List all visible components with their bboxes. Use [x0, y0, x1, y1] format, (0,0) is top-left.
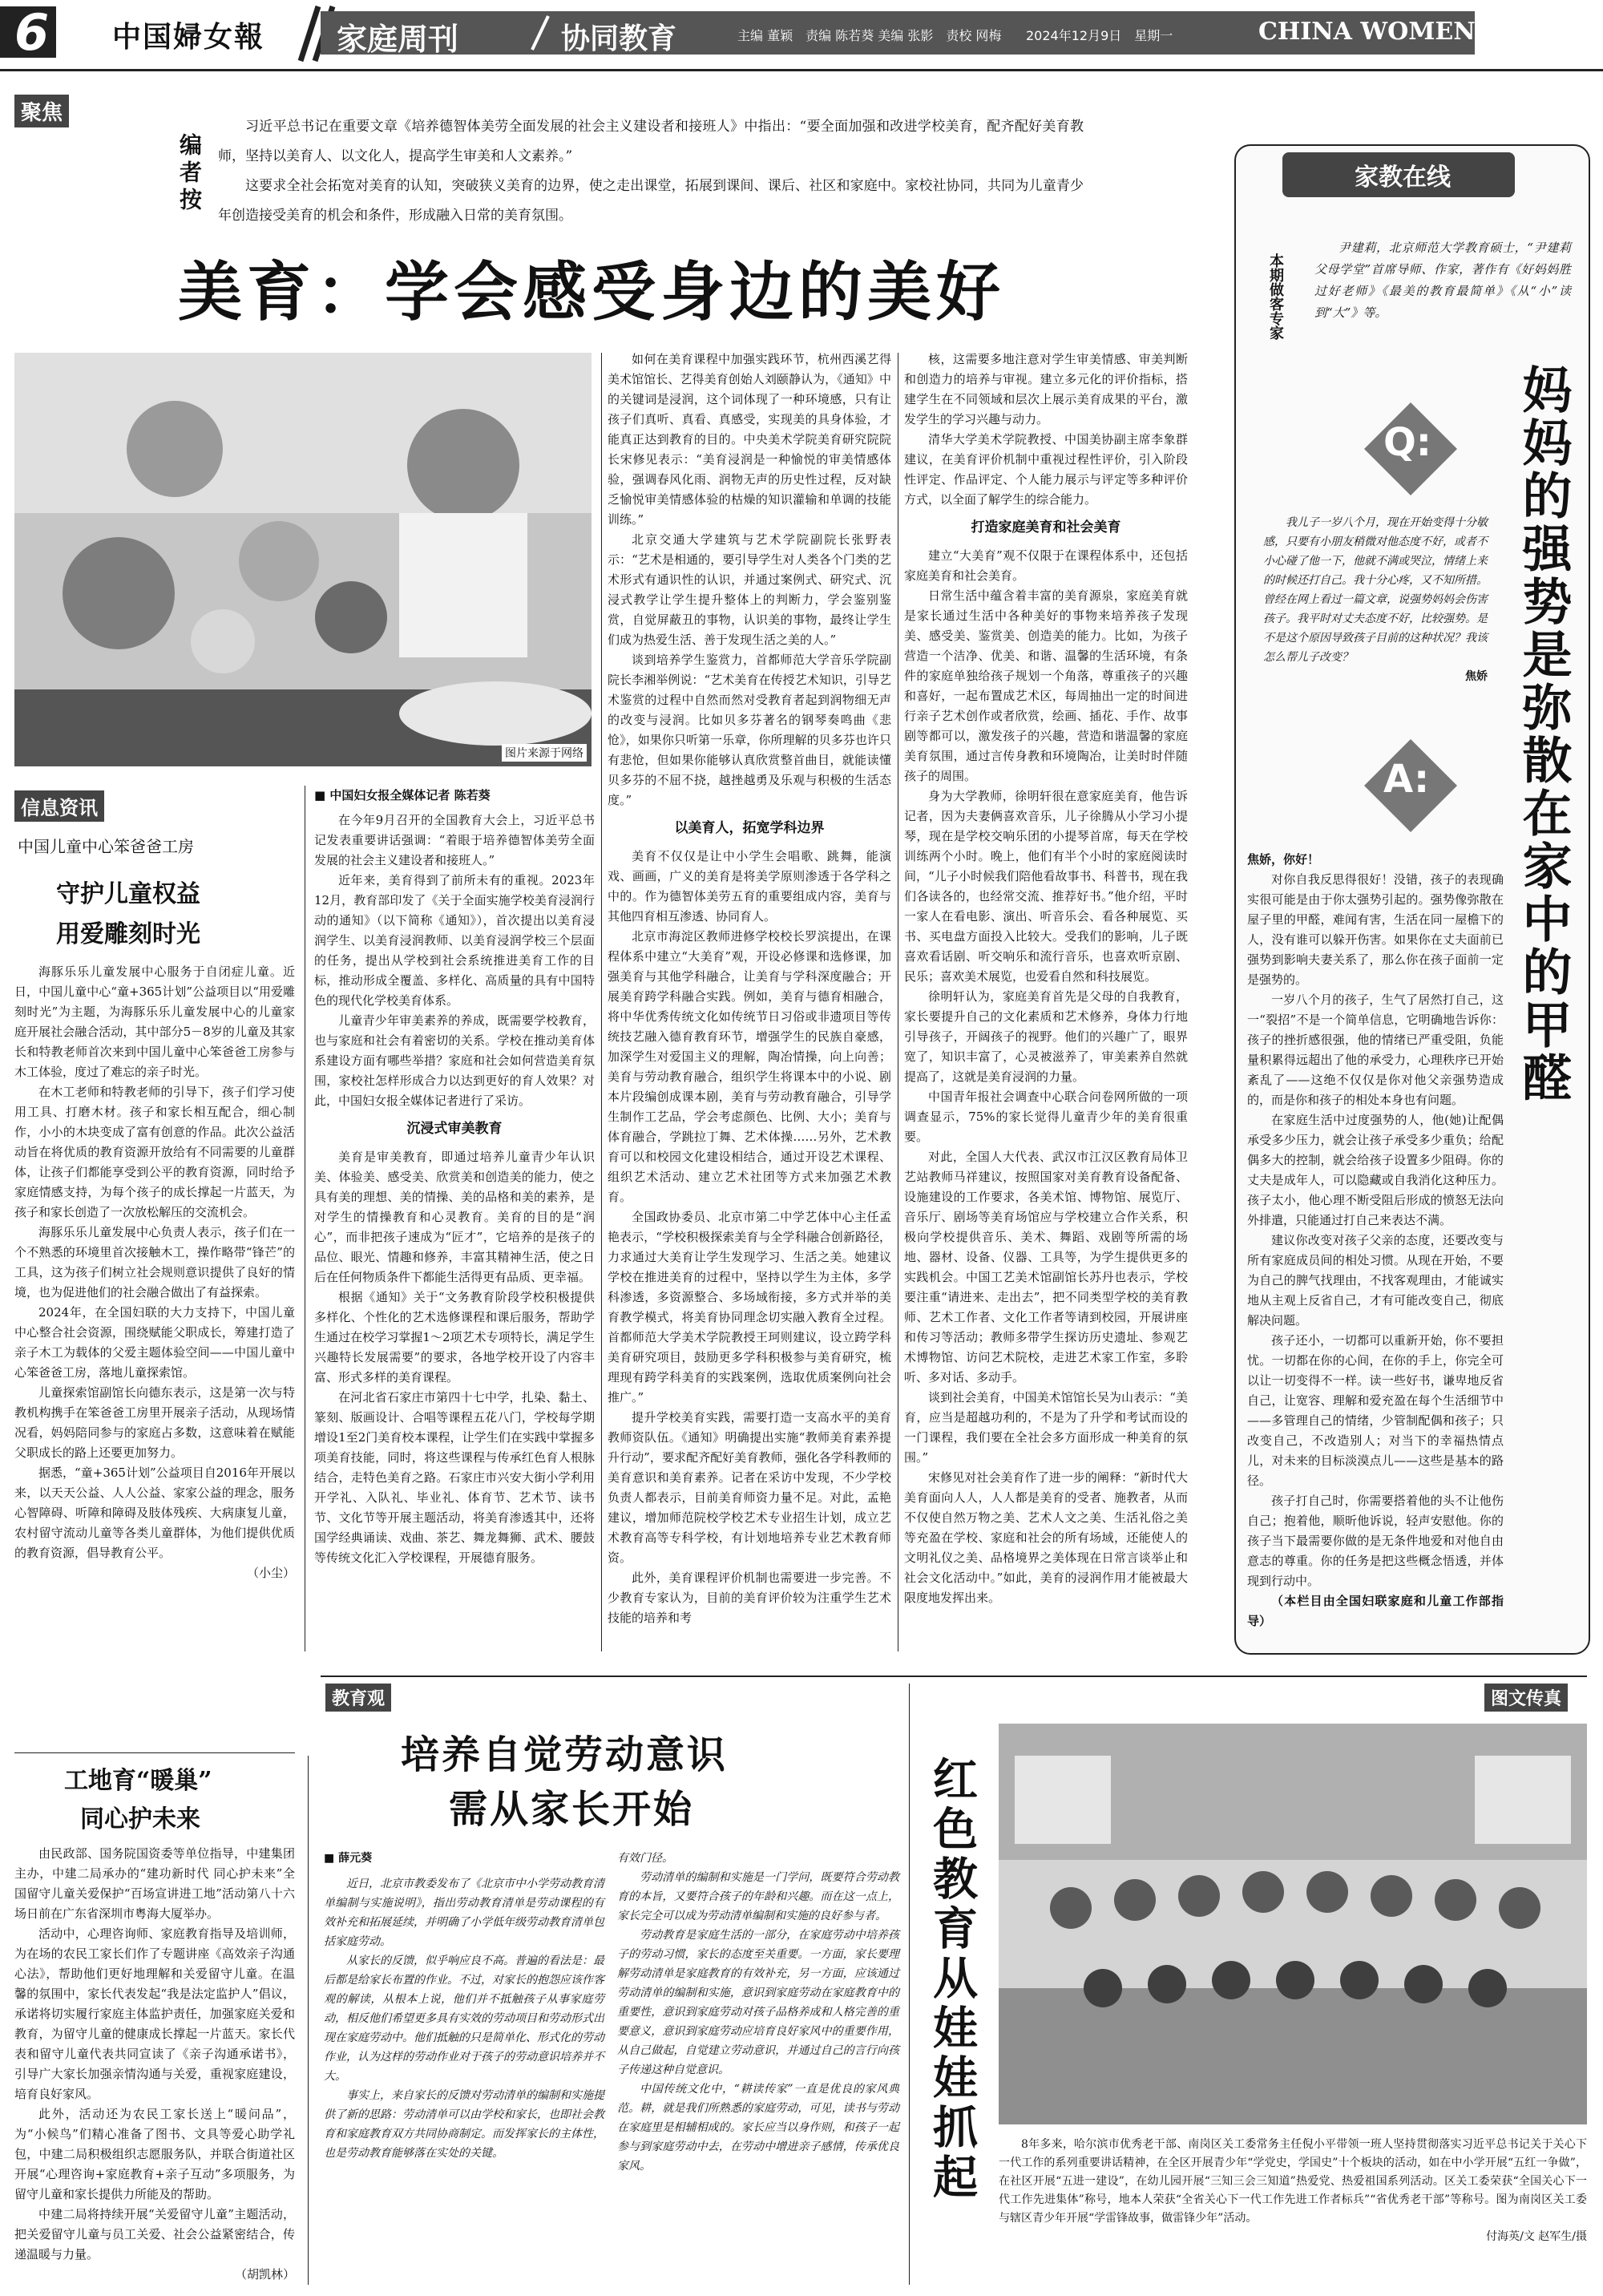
info-author: （小尘）: [246, 1566, 295, 1580]
paragraph: 海豚乐乐儿童发展中心服务于自闭症儿童。近日，中国儿童中心“童+365计划”公益项目以“用爱雕刻时光”为主题，为海豚乐乐儿童发展中心的儿童家庭开展社会融合活动，其中部分5－8岁的儿童及其家长和特教老师首次来到中国儿童中心笨爸爸工房参与木工体验，度过了难忘的亲子时光。: [14, 964, 295, 1079]
caption-text: 8年多来，哈尔滨市优秀老干部、南岗区关工委常务主任倪小平带领一班人坚持贯彻落实习近平总书记关于关心下一代工作的系列重要讲话精神，在全区开展青少年“学党史，学国史”十个板块的活动，如在中小学开展“五红一争做”，在社区开展“五进一建设”，在幼儿园开展“三知三会三知道”热爱党、热爱祖国系列活动。区关工委荣获“全国关心下一代工作先进集体”称号，地本人荣获“全省关心下一代工作先进工作者标兵”“省优秀老干部”等称号。图为南岗区关工委与辖区青少年开展“学雷锋故事，做雷锋少年”活动。: [999, 2138, 1587, 2225]
paragraph: 美育是审美教育，即通过培养儿童青少年认识美、体验美、感受美、欣赏美和创造美的能力，使之具有美的理想、美的情操、美的品格和美的素养，是对学生的情操教育和心灵教育。美育的目的是“润心”，而非把孩子速成为“匠才”，它培养的是孩子的品位、眼光、情趣和修养，丰富其精神生活，使之日后在任何物质条件下都能生活得更有品质、更幸福。: [314, 1150, 595, 1284]
paragraph: 在木工老师和特教老师的引导下，孩子们学习使用工具、打磨木材。孩子和家长相互配合，细心制作，小小的木块变成了富有创意的作品。此次公益活动旨在将优质的教育资源开放给有不同需要的儿童群体，让孩子们都能享受到公平的教育资源，同时给予家庭情感支持，为每个孩子的成长撑起一片蓝天，为孩子和家长创造了一次放松解压的交流机会。: [14, 1085, 295, 1219]
paragraph: 谈到社会美育，中国美术馆馆长吴为山表示：“美育，应当是超越功利的，不是为了升学和考试而设的一门课程，我们要在全社会多方面形成一种美育的氛围。”: [904, 1390, 1188, 1465]
paragraph: 孩子打自己时，你需要搭着他的头不让他伤自己；抱着他，顺昕他诉说，轻声安慰他。你的孩子当下最需要你做的是无条件地爱和对他自由意志的尊重。你的任务是把这些概念悟透，并体现到行动中。: [1247, 1494, 1504, 1588]
paragraph: 事实上，来自家长的反馈对劳动清单的编制和实施提供了新的思路：劳动清单可以由学校和家长，也即社会教育和家庭教育双方共同协商制定。而发挥家长的主体性，也是劳动教育能够落在实处的关键。: [324, 2089, 604, 2160]
editor-note-para: 习近平总书记在重要文章《培养德智体美劳全面发展的社会主义建设者和接班人》中指出：“要全面加强和改进学校美育，配齐配好美育教师，坚持以美育人、以文化人，提高学生审美和人文素养。”: [218, 119, 1084, 164]
forum-question: [1263, 513, 1488, 686]
paragraph: 海豚乐乐儿童发展中心负责人表示，孩子们在一个不熟悉的环境里首次接触木工，操作略带“锋芒”的工具，这为孩子们树立社会规则意识提供了良好的情境，也为促进他们的社会融合做出了有益探索。: [14, 1225, 295, 1300]
group-photo: [999, 1724, 1587, 2124]
paragraph: 由民政部、国务院国资委等单位指导，中建集团主办，中建二局承办的“建功新时代 同心护未来”全国留守儿童关爱保护“百场宣讲进工地”活动第八十六场日前在广东省深圳市粤海大厦举办。: [14, 1846, 295, 1921]
paragraph: 全国政协委员、北京市第二中学艺体中心主任孟艳表示，“学校积极探索美育与全学科融合创新路径，力求通过大美育让学生发现学习、生活之美。她建议学校在推进美育的过程中，坚持以学生为主体，多学科渗透，多资源整合、多场域衔接，多方式并举的美育教学模式，将美育协同理念切实融入教育全过程。首都师范大学美术学院教授王珂则建议，设立跨学科美育研究项目，鼓励更多学科积极参与美育研究，梳理现有跨学科美育的实践案例，选取优质案例向社会推广。”: [608, 1210, 891, 1405]
english-paper-name: CHINA WOMEN'S NEWS: [1258, 18, 1593, 46]
main-photo: [14, 353, 592, 766]
main-column-2: [608, 350, 891, 1648]
section-rule: [321, 1676, 1587, 1677]
paragraph: 身为大学教师，徐明轩很在意家庭美育，他告诉记者，因为夫妻俩喜欢音乐，儿子徐腾从小学习小提琴，现在是学校交响乐团的小提琴首席，每天在学校训练两个小时。晚上，他们有半个小时的家庭阅读时间，“儿子小时候我们陪他看故事书、科普书，现在我们各读各的，也经常交流、推荐好书。”他介绍，平时一家人在看电影、演出、听音乐会、看各种展览、买书、买电盘方面投入比较大。受我们的影响，儿子既喜欢看话剧、听交响乐和流行音乐，也喜欢听京剧、民乐；喜欢美术展览，也爱看自然和科技展览。: [904, 789, 1188, 984]
photo-news-author: 付海英/文 赵军生/摄: [1486, 2230, 1587, 2243]
main-byline: ■ 中国妇女报全媒体记者 陈若葵: [314, 788, 491, 802]
info-body: [14, 962, 295, 1651]
info-title-1: 守护儿童权益: [56, 880, 200, 908]
paragraph: 有效门径。: [617, 1852, 673, 1865]
subheading: 以美育人，拓宽学科边界: [674, 820, 825, 836]
question-text: 我儿子一岁八个月，现在开始变得十分敏感，只要有小朋友稍微对他态度不好，或者不小心碰了他一下，他就不满或哭泣，情绪上来的时候还打自己。我十分心疼，又不知所措。曾经在网上看过一篇文章，说强势妈妈会伤害孩子。我平时对丈夫态度不好，比较强势。是不是这个原因导致孩子目前的这种状况？我该怎么帮儿子改变？: [1263, 516, 1488, 664]
paragraph: 一岁八个月的孩子，生气了居然打自己，这一“裂招”不是一个简单信息，它明确地告诉你：孩子的挫折感很强，他的情绪已严重受阻，负能量积累得远超出了他的承受力，心理秩序已开始紊乱了——这绝不仅仅是你对他父亲强势造成的，而是你和孩子的相处本身也有问题。: [1247, 992, 1504, 1107]
section-divider: [529, 14, 553, 51]
paragraph: 儿童青少年审美素养的养成，既需要学校教育，也与家庭和社会有着密切的关系。学校在推动美育体系建设方面有哪些举措？家庭和社会如何营造美育氛围，家校社怎样形成合力以达到更好的育人效果？对此，中国妇女报全媒体记者进行了采访。: [314, 1013, 595, 1108]
paragraph: 北京市海淀区教师进修学校校长罗滨提出，在课程体系中建立“大美育”观，开设必修课和选修课，加强美育与其他学科融合，让美育与学科深度融合；开展美育跨学科融合实践。例如，美育与德育相融合，将中华优秀传统文化如传统节日习俗或非遗项目等传统技艺融入德育教育环节，增强学生的民族自豪感，加深学生对爱国主义的理解，陶冶情操，向上向善；美育与劳动教育融合，组织学生将课本中的小说、剧本片段编创成课本剧，美育与劳动教育融合，引导学生制作工艺品，学会考虑颜色、比例、大小；美育与体育融合，学跳拉丁舞、艺术体操……另外，艺术教育可以和校园文化建设相结合，通过开设艺术课程、组织艺术活动、建立艺术社团等方式来加强艺术教育。: [608, 929, 891, 1204]
question-mark: Q:: [1383, 420, 1431, 465]
main-column-3: [904, 350, 1188, 1648]
paragraph: 如何在美育课程中加强实践环节，杭州西溪艺得美术馆馆长、艺得美育创始人刘颐静认为，《通知》中的关键词是浸润，这个词体现了一种环境感，只有让孩子们真听、真看、真感受，实现美的具身体验，才能真正达到教育的目的。中央美术学院美育研究院院长宋修见表示：“美育浸润是一种愉悦的审美情感体验，强调春风化雨、润物无声的历史性过程，反对缺乏愉悦审美情感体验的枯燥的知识灌输和单调的技能训练。”: [608, 352, 891, 527]
left2-body: [14, 1844, 295, 2282]
paper-name: 中国婦女報: [112, 20, 265, 54]
paragraph: 宋修见对社会美育作了进一步的阐释：“新时代大美育面向人人，人人都是美育的受者、施教者，从而不仅使自然万物之美、艺术人文之美、生活礼俗之美等充盈在学校、家庭和社会的所有场域，还能使人的文明礼仪之美、品格境界之美体现在日常言谈举止和社会文化活动中。”如此，美育的浸润作用才能被最大限度地发挥出来。: [904, 1470, 1188, 1605]
paragraph: 2024年，在全国妇联的大力支持下，中国儿童中心整合社会资源，围绕赋能父职成长，筹建打造了亲子木工为载体的父爱主题体验空间——中国儿童中心笨爸爸工房，落地儿童探索馆。: [14, 1305, 295, 1380]
page-number: 6: [14, 3, 50, 62]
paragraph: 建立“大美育”观不仅限于在课程体系中，还包括家庭美育和社会美育。: [904, 548, 1188, 583]
left2-title-1: 工地育“暖巢”: [64, 1767, 212, 1795]
forum-headline: 妈妈的强势是弥散在家中的甲醛: [1514, 364, 1573, 1105]
paragraph: 美育不仅仅是让中小学生会唱歌、跳舞，能演戏、画画，广义的美育是将美学原则渗透于各学科之中的。作为德智体美劳五育的重要组成内容，美育与其他四育相互渗透、协同育人。: [608, 849, 891, 924]
paragraph: 根据《通知》关于“文务教育阶段学校积极提供多样化、个性化的艺术选修课程和课后服务，帮助学生通过在校学习掌握1～2项艺术专项特长，满足学生兴趣特长发展需要”的要求，各地学校开设了内容丰富、形式多样的美育课程。: [314, 1290, 595, 1384]
paragraph: 中建二局将持续开展“关爱留守儿童”主题活动，把关爱留守儿童与员工关爱、社会公益紧密结合，传递温暖与力量。: [14, 2207, 295, 2262]
forum-guest-label: 本期做客专家: [1267, 253, 1284, 340]
subheading: 打造家庭美育和社会美育: [971, 519, 1121, 536]
paragraph: 劳动教育是家庭生活的一部分，在家庭劳动中培养孩子的劳动习惯，家长的态度至关重要。一方面，家长要理解劳动清单是家庭教育的有效补充，另一方面，应该通过劳动清单的编制和实施，意识到家庭劳动在家庭教育中的重要性，意识到家庭劳动对孩子品格养成和人格完善的重要意义，意识到家庭劳动应培育良好家风中的重要作用，从自己做起，自觉建立劳动意识，并通过自己的言行向孩子传递这种自觉意识。: [617, 1929, 899, 2076]
column-rule: [308, 1756, 309, 2285]
paragraph: 在河北省石家庄市第四十七中学，扎染、黏土、篆刻、版画设计、合唱等课程五花八门，学校每学期增设1至2门美育校本课程，让学生们在实践中掌握多项美育技能，同时，将这些课程与传承红色育人根脉结合，走特色美育之路。石家庄市兴安大街小学利用开学礼、入队礼、毕业礼、体育节、艺术节、读书节、文化节等开展主题活动，将美育渗透其中，还将国学经典诵读、戏曲、茶艺、舞龙舞狮、武术、腰鼓等传统文化汇入学校课程，开展德育服务。: [314, 1390, 595, 1565]
paragraph: 儿童探索馆副馆长向德东表示，这是第一次与特教机构携手在笨爸爸工房里开展亲子活动，从现场情况看，妈妈陪同参与的家庭占多数，这意味着在赋能父职成长的路上还要更加努力。: [14, 1385, 295, 1460]
paragraph: 中国传统文化中，“耕读传家”一直是优良的家风典范。耕，就是我们所熟悉的家庭劳动，可见，读书与劳动在家庭里是相辅相成的。家长应当以身作则，和孩子一起参与到家庭劳动中去，在劳动中增进亲子感情，传承优良家风。: [617, 2083, 899, 2173]
paragraph: 建议你改变对孩子父亲的态度，还要改变与所有家庭成员间的相处习惯。从现在开始，不要为自己的脾气找理由，不找客观理由，才能诚实地从主观上反省自己，才有可能改变自己，彻底解决问题。: [1247, 1233, 1504, 1328]
paragraph: 孩子还小，一切都可以重新开始，你不要担忧。一切都在你的心间，在你的手上，你完全可以让一切变得不一样。读一些好书，谦卑地反省自己，让宽容、理解和爱充盈在每个生活细节中——多管理自己的情绪，少管制配偶和孩子；只改变自己，不改造别人；对当下的幸福热情点儿，对未来的目标淡漠点儿——这些是基本的路径。: [1247, 1333, 1504, 1488]
paragraph: 徐明轩认为，家庭美育首先是父母的自我教育，家长要提升自己的文化素质和艺术修养，身体力行地引导孩子，开阔孩子的视野。他们的兴趣广了，眼界宽了，知识丰富了，心灵被滋养了，审美素养自然就提高了，这就是美育浸润的力量。: [904, 989, 1188, 1084]
info-tag: 信息资讯: [14, 790, 104, 822]
photo-news-caption: [999, 2136, 1587, 2288]
paragraph: 此外，美育课程评价机制也需要进一步完善。不少教育专家认为，目前的美育评价较为注重学生艺术技能的培养和考: [608, 1570, 891, 1625]
issue-date: 2024年12月9日 星期一: [1026, 28, 1173, 43]
forum-expert-intro: [1314, 237, 1571, 324]
paragraph: 此外，活动还为农民工家长送上“暖问品”，为“小候鸟”们精心准备了图书、文具等爱心助学礼包，中建二局积极组织志愿服务队，并联合街道社区开展“心理咨询+家庭教育+亲子互动”多项服务，为留守儿童和家长提供力所能及的帮助。: [14, 2107, 295, 2201]
header-bar: [0, 0, 1603, 67]
paragraph: 清华大学美术学院教授、中国美协副主席李象群建议，在美育评价机制中重视过程性评价，引入阶段性评定、作品评定、个人能力展示与评定等多种评价方式，以全面了解学生的综合能力。: [904, 432, 1188, 507]
info-source: 中国儿童中心笨爸爸工房: [18, 837, 194, 856]
group-photo-image: [999, 1724, 1587, 2124]
paragraph: 提升学校美育实践，需要打造一支高水平的美育教师资队伍。《通知》明确提出实施“教师美育素养提升行动”，要求配齐配好美育教师，强化各学科教师的美育意识和美育素养。记者在采访中发现，不少学校负责人都表示，目前美育师资力量不足。对此，孟艳建议，增加师范院校学校艺术专业招生计划，成立艺术教育高等专科学校，有计划地培养专业艺术教育师资。: [608, 1410, 891, 1565]
paragraph: 中国青年报社会调查中心联合问卷网所做的一项调查显示，75%的家长觉得儿童青少年的美育很重要。: [904, 1089, 1188, 1144]
paragraph: 据悉，“童+365计划”公益项目自2016年开展以来，以天天公益、人人公益、家家公益的理念，服务心智障碍、听障和障碍及肢体残疾、大病康复儿童，农村留守流动儿童等各类儿童群体，为他们提供优质的教育资源，倡导教育公平。: [14, 1465, 295, 1560]
paragraph: 在家庭生活中过度强势的人，他(她)让配偶承受多少压力，就会让孩子承受多少重负；给配偶多大的控制，就会给孩子设置多少阻碍。你的丈夫是成年人，可以隐藏或自我消化这种压力。孩子太小，他心理不断受阻后形成的愤怒无法向外排遣，只能通过打自己来表达不满。: [1247, 1113, 1504, 1227]
section-rule: [14, 1752, 295, 1753]
asker-name: 焦娇: [1465, 670, 1488, 683]
paragraph: 在今年9月召开的全国教育大会上，习近平总书记发表重要讲话强调：“着眼于培养德智体美劳全面发展的社会主义建设者和接班人。”: [314, 813, 595, 867]
forum-answer: [1247, 850, 1504, 1628]
labor-byline: ■ 薛元葵: [324, 1852, 373, 1865]
left2-author: （胡凯林）: [234, 2267, 295, 2282]
paragraph: 对此，全国人大代表、武汉市江汉区教育局体卫艺站教师马祥建议，按照国家对美育教育设备配备、设施建设的工作要求，各美术馆、博物馆、展览厅、音乐厅、剧场等美育场馆应与学校建立合作关系，积极向学校提供音乐、美术、舞蹈、戏剧等所需的场地、器材、设备、仪器、工具等，为学生提供更多的实践机会。中国工艺美术馆副馆长苏丹也表示，学校要注重“请进来、走出去”，把不同类型学校的美育教师、艺术工作者、文化工作者等请到校园，开展讲座和传习等活动；教师多带学生探访历史遗址、参观艺术博物馆、访问艺术院校，走进艺术家工作室，多聆听、多对话、多动手。: [904, 1150, 1188, 1384]
expert-bio: 尹建莉，北京师范大学教育硕士，“尹建莉父母学堂”首席导师、作家，著作有《好妈妈胜过好老师》《最美的教育最简单》《从“小”读到“大”》等。: [1314, 241, 1571, 320]
paragraph: 对你自我反思得很好！没错，孩子的表现确实很可能是由于你太强势引起的。强势像弥散在屋子里的甲醛，难闻有害，生活在同一屋檐下的人，没有谁可以躲开伤害。如果你在丈夫面前已强势到影响夫妻关系了，那么你在孩子面前一定是强势的。: [1247, 872, 1504, 987]
subheading: 沉浸式审美教育: [406, 1121, 503, 1137]
paragraph: 从家长的反馈，似乎响应良不高。普遍的看法是：最后都是给家长布置的作业。不过，对家长的抱怨应该作客观的解读，从根本上说，他们并不抵触孩子从事家庭劳动，相反他们希望更多具有实效的劳动项目和劳动形式出现在家庭劳动中。他们抵触的只是简单化、形式化的劳动作业，认为这样的劳动作业对于孩子的劳动意识培养并不大。: [324, 1954, 604, 2083]
paragraph: 劳动清单的编制和实施是一门学问，既要符合劳动教育的本旨，又要符合孩子的年龄和兴趣。而在这一点上，家长完全可以成为劳动清单编制和实施的良好参与者。: [617, 1871, 899, 1922]
paragraph: 核，这需要多地注意对学生审美情感、审美判断和创造力的培养与审视。建立多元化的评价指标，搭建学生在不同领域和层次上展示美育成果的平台，激发学生的学习兴趣与动力。: [904, 352, 1188, 426]
paragraph: 活动中，心理咨询师、家庭教育指导及培训师，为在场的农民工家长们作了专题讲座《高效亲子沟通心法》，帮助他们更好地理解和关爱留守儿童。在温馨的氛围中，家长代表发起“我是法定监护人”倡议，承诺将切实履行家庭主体监护责任，加强家庭关爱和教育，为留守儿童的健康成长撑起一片蓝天。家长代表和留守儿童代表共同宣读了《亲子沟通承诺书》，引导广大家长加强亲情沟通与关爱，重视家庭建设，培育良好家风。: [14, 1926, 295, 2101]
focus-tag: 聚焦: [14, 95, 69, 127]
flower-arranging-children-image: [14, 353, 592, 766]
subsection-title: 协同教育: [561, 22, 677, 55]
forum-footer: （本栏目由全国妇联家庭和儿童工作部指导）: [1247, 1594, 1504, 1628]
photo-credit: 图片来源于网络: [502, 744, 587, 762]
answer-mark: A:: [1383, 757, 1430, 802]
editor-note-para: 这要求全社会拓宽对美育的认知，突破狭义美育的边界，使之走出课堂，拓展到课间、课后、社区和家庭中。家校社协同，共同为儿童青少年创造接受美育的机会和条件，形成融入日常的美育氛围。: [218, 178, 1084, 224]
paragraph: 日常生活中蕴含着丰富的美育源泉，家庭美育就是家长通过生活中各种美好的事物来培养孩子发现美、感受美、鉴赏美、创造美的能力。比如，为孩子营造一个洁净、优美、和谐、温馨的生活环境，有条件的家庭单独给孩子规划一个角落，尊重孩子的兴趣和喜好，一起布置成艺术区，每周抽出一定的时间进行亲子艺术创作或者欣赏，绘画、插花、手作、故事剧等都可以，激发孩子的兴趣，营造和谐温馨的家庭美育氛围，通过言传身教和环境陶冶，让美时时伴随孩子的周围。: [904, 588, 1188, 783]
info-title-2: 用爱雕刻时光: [56, 920, 200, 948]
paragraph: 近日，北京市教委发布了《北京市中小学劳动教育清单编制与实施说明》，指出劳动教育清单是劳动课程的有效补充和拓展延续，并明确了小学低年级劳动教育清单包括家庭劳动。: [324, 1878, 604, 1948]
forum-tag: 家教在线: [1355, 164, 1451, 192]
header-rule: [0, 69, 1603, 71]
photo-news-tag: 图文传真: [1484, 1684, 1568, 1712]
column-rule: [601, 353, 602, 1651]
editor-note-label: 编者按: [176, 133, 203, 215]
labor-column-2: [617, 1849, 899, 2282]
credits: 主编 董颖 责编 陈若葵 美编 张影 责校 网梅: [737, 28, 1002, 43]
left2-title-2: 同心护未来: [80, 1805, 200, 1833]
editor-note: [218, 112, 1084, 231]
main-column-1: [314, 786, 595, 1651]
main-headline: 美育：学会感受身边的美好: [178, 254, 1005, 329]
labor-column-1: [324, 1849, 604, 2282]
column-rule: [909, 1684, 910, 2285]
paragraph: 近年来，美育得到了前所未有的重视。2023年12月，教育部印发了《关于全面实施学校美育浸润行动的通知》（以下简称《通知》），首次提出以美育浸润学生、以美育浸润教师、以美育浸润学校三个层面的任务，提出从学校到社会系统推进美育工作的目标，推动形成全覆盖、多样化、高质量的具有中国特色的现代化学校美育体系。: [314, 873, 595, 1008]
labor-title-1: 培养自觉劳动意识: [401, 1732, 729, 1777]
labor-tag: 教育观: [325, 1684, 391, 1712]
labor-title-2: 需从家长开始: [449, 1787, 695, 1832]
answer-greeting: 焦娇，你好！: [1247, 852, 1320, 867]
section-title: 家庭周刊: [337, 22, 459, 57]
paragraph: 谈到培养学生鉴赏力，首都师范大学音乐学院副院长李湘举例说：“艺术美育在传授艺术知识，引导艺术鉴赏的过程中自然而然对受教育者起到润物细无声的改变与浸润。比如贝多芬著名的钢琴奏鸣曲《悲怆》，如果你只听第一乐章，你所理解的贝多芬也许只有悲怆，但如果你能够认真欣赏整首曲目，就能读懂贝多芬的不屈不挠，越挫越勇及乐观与积极的生活态度。”: [608, 653, 891, 807]
photo-news-headline: 红色教育从娃娃抓起: [926, 1756, 979, 2203]
paragraph: 北京交通大学建筑与艺术学院副院长张野表示：“艺术是相通的，要引导学生对人类各个门类的艺术形式有通识性的认识，并通过案例式、研究式、沉浸式教学让学生提升整体上的判断力，学会鉴别鉴赏，自觉屏蔽丑的事物，认识美的事物，最终让学生们成为热爱生活、善于发现生活之美的人。”: [608, 532, 891, 647]
